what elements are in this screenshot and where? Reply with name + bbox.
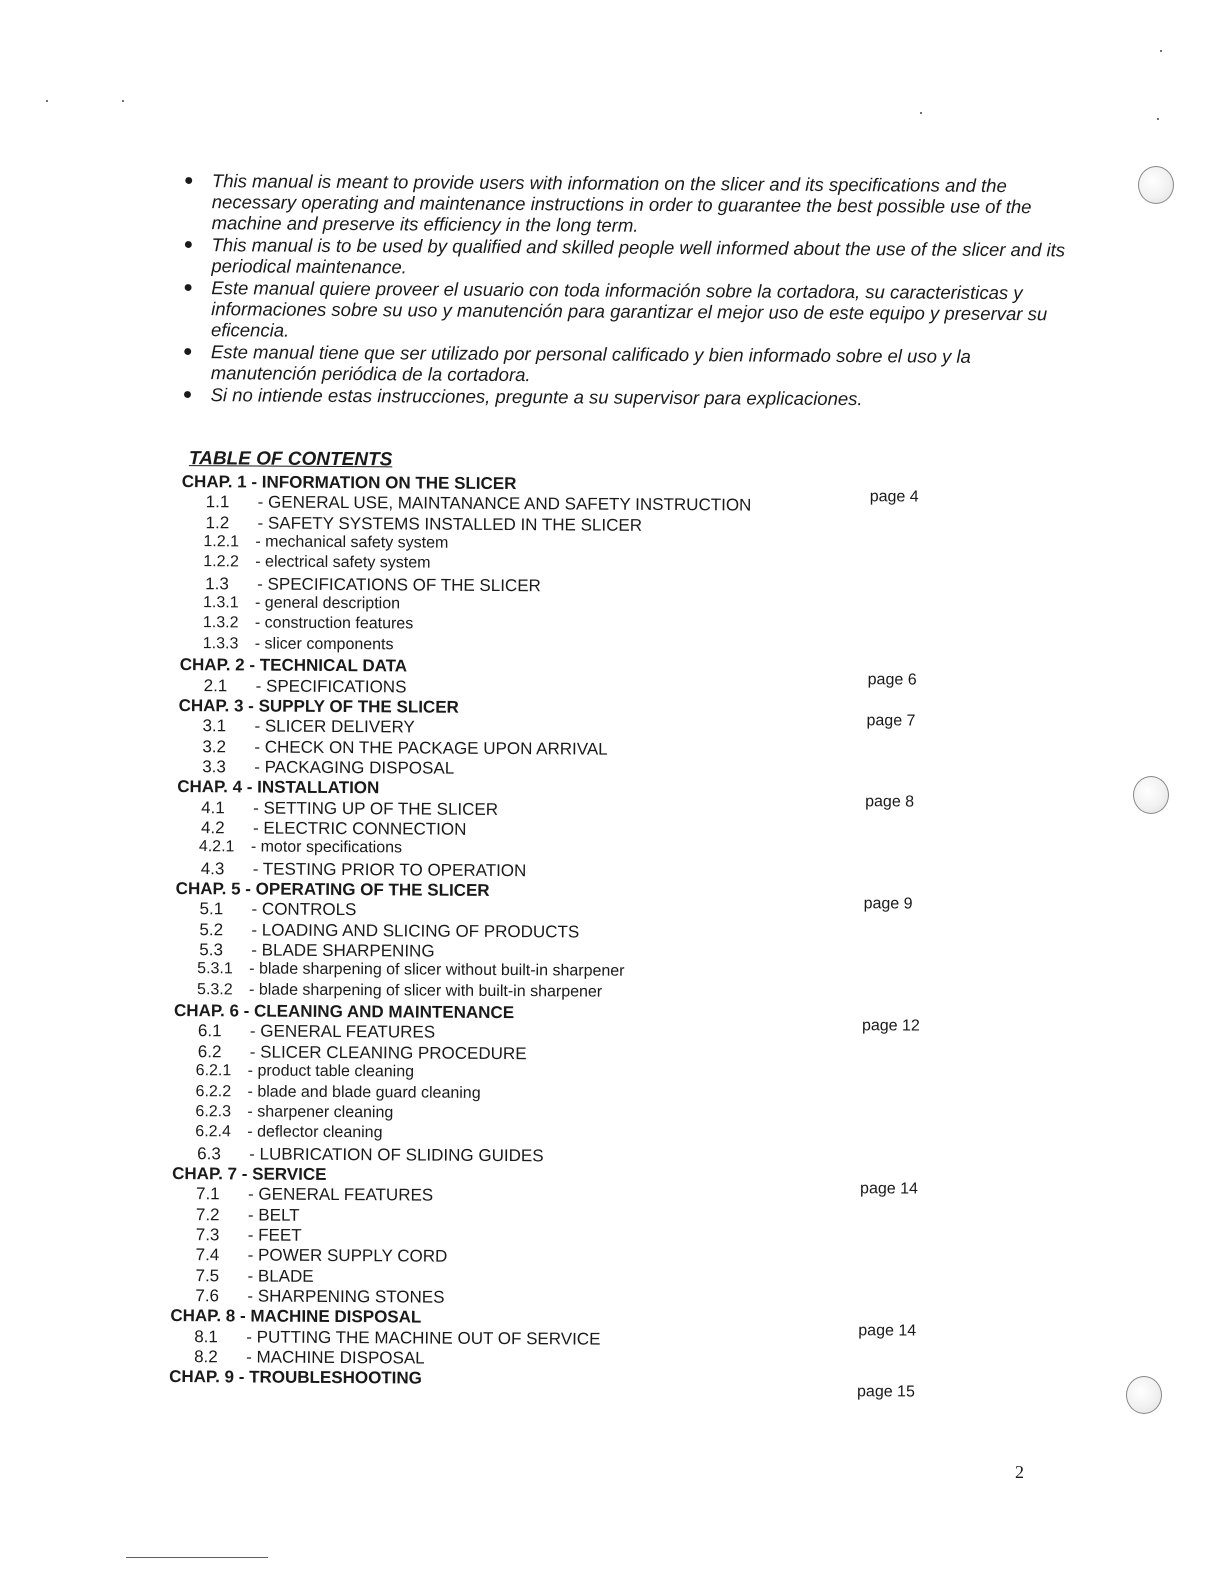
toc-item-text: - SAFETY SYSTEMS INSTALLED IN THE SLICER (257, 513, 643, 535)
toc-item-number: 5.1 (199, 899, 224, 919)
toc-item-number: 5.3.2 (197, 980, 233, 999)
toc-item (205, 513, 642, 536)
toc-item-number: 6.2.1 (195, 1062, 232, 1080)
toc-item (194, 1347, 425, 1368)
toc-item (195, 1103, 393, 1122)
intro-bullet (183, 234, 1073, 281)
toc-item-number: 5.2 (199, 919, 224, 939)
toc-item-number: 5.3 (199, 940, 224, 960)
toc-item (203, 635, 394, 654)
toc-chapter-title: CHAP. 9 - TROUBLESHOOTING (169, 1367, 423, 1388)
toc-item-number: 4.2.1 (198, 838, 235, 856)
toc-item-number: 6.3 (197, 1143, 221, 1163)
toc-item (196, 1205, 300, 1226)
intro-bullet-text: This manual is meant to provide users with information on the slicer and its specifications and the necessary operating and maintenance instructions in order to guarantee the best possible use of the machine and preserve its efficiency in the long term. (211, 170, 1032, 236)
toc-item-number: 4.3 (200, 858, 225, 878)
toc-title: TABLE OF CONTENTS (188, 448, 393, 471)
toc-item-text: - blade sharpening of slicer with built-in sharpener (249, 981, 603, 1001)
toc-chapter-page: page 7 (866, 712, 916, 730)
toc-item-number: 2.1 (203, 675, 228, 695)
toc-item-text: - BLADE SHARPENING (251, 940, 435, 961)
toc-item-text: - SHARPENING STONES (247, 1286, 445, 1307)
toc-item-text: - GENERAL FEATURES (249, 1021, 436, 1043)
toc-item-number: 7.2 (195, 1204, 220, 1224)
scan-speck (1157, 118, 1159, 120)
toc-item-text: - PUTTING THE MACHINE OUT OF SERVICE (246, 1327, 601, 1349)
toc-item-text: - slicer components (254, 635, 394, 654)
toc-item (195, 1266, 313, 1287)
intro-bullet (183, 384, 1073, 410)
bullet-icon: ● (183, 278, 194, 297)
toc-item (203, 554, 430, 573)
toc-chapter-title: CHAP. 1 - INFORMATION ON THE SLICER (181, 472, 517, 494)
toc-item-number: 7.5 (195, 1265, 220, 1285)
scan-speck (1160, 50, 1162, 52)
toc-item (194, 1327, 600, 1349)
toc-item-text: - BELT (247, 1205, 300, 1225)
page-number: 2 (1015, 1462, 1024, 1482)
intro-bullet-text: Este manual quiere proveer el usuario con toda información sobre la cortadora, su caracteristicas y informaciones sobre su uso y manutención para garantizar el mejor uso de este equipo y preservar su eficencia. (210, 277, 1048, 341)
toc-item-number: 7.6 (195, 1286, 220, 1306)
toc-item-number: 1.3.1 (203, 594, 239, 612)
toc-item-text: - SLICER CLEANING PROCEDURE (249, 1042, 527, 1063)
toc-item-number: 6.2 (197, 1041, 222, 1062)
toc-item (197, 961, 624, 982)
toc-item (205, 574, 541, 596)
toc-chapter-page: page 9 (863, 895, 913, 913)
toc-chapter-page: page 14 (860, 1180, 918, 1198)
intro-bullet-text: Si no intiende estas instrucciones, pregunte a su supervisor para explicaciones. (210, 384, 863, 410)
toc-item-number: 1.2.1 (203, 533, 240, 551)
toc-item (198, 1042, 527, 1064)
toc-item-number: 3.2 (202, 736, 227, 756)
toc-item-number: 7.4 (195, 1245, 220, 1265)
toc-item-text: - MACHINE DISPOSAL (246, 1347, 425, 1368)
footer-rule (126, 1557, 268, 1558)
toc-item (204, 676, 407, 697)
toc-item (196, 1083, 481, 1103)
toc-chapter-title: CHAP. 7 - SERVICE (172, 1163, 327, 1184)
toc-item-text: - BLADE (247, 1266, 314, 1286)
toc-item (201, 798, 498, 820)
intro-bullet-list (183, 170, 1074, 411)
toc-item (195, 1286, 444, 1308)
toc-item (199, 940, 434, 961)
toc-item-number: 4.2 (200, 818, 225, 838)
toc-item (201, 818, 467, 840)
punch-hole-top (1138, 166, 1174, 204)
bullet-icon: ● (183, 235, 194, 254)
intro-bullet-text: This manual is to be used by qualified and skilled people well informed about the use of the slicer and its periodical maintenance. (211, 234, 1066, 278)
toc-item-number: 1.1 (205, 492, 230, 512)
toc-chapter-title: CHAP. 3 - SUPPLY OF THE SLICER (178, 695, 459, 717)
toc-item-number: 7.1 (195, 1184, 220, 1204)
toc-item-text: - ELECTRIC CONNECTION (252, 818, 467, 839)
toc-item (198, 1022, 435, 1043)
toc-item-number: 1.3 (205, 573, 229, 594)
toc-item-text: - mechanical safety system (255, 533, 449, 552)
toc-chapter-page: page 12 (861, 1017, 920, 1035)
toc-item-text: - SPECIFICATIONS (255, 676, 407, 696)
toc-item-number: 4.1 (201, 797, 225, 817)
toc-chapter-title: CHAP. 8 - MACHINE DISPOSAL (170, 1306, 422, 1327)
bullet-icon: ● (182, 385, 193, 404)
toc-item-number: 3.1 (202, 716, 227, 736)
toc-item (201, 859, 527, 881)
toc-item-text: - SPECIFICATIONS OF THE SLICER (257, 574, 541, 595)
toc-item (197, 981, 602, 1001)
toc-item-text: - CONTROLS (251, 899, 357, 920)
toc-chapter-title: CHAP. 4 - INSTALLATION (177, 777, 380, 798)
toc-item-text: - electrical safety system (255, 553, 431, 572)
toc-item-number: 6.2.3 (195, 1102, 232, 1121)
scan-speck (122, 100, 124, 102)
toc-item-text: - SETTING UP OF THE SLICER (253, 798, 499, 819)
toc-item-text: - GENERAL FEATURES (247, 1184, 434, 1205)
toc-item (196, 1184, 433, 1205)
toc-item-number: 5.3.1 (197, 960, 233, 978)
toc-item-number: 1.3.2 (202, 614, 239, 632)
toc-chapter-title: CHAP. 5 - OPERATING OF THE SLICER (175, 879, 490, 900)
toc-item-text: - deflector cleaning (247, 1123, 383, 1142)
toc-item-text: - POWER SUPPLY CORD (247, 1245, 448, 1266)
scan-speck (46, 100, 48, 102)
toc-item (199, 920, 579, 942)
intro-bullet-text: Este manual tiene que ser utilizado por personal calificado y bien informado sobre el uso y la manutención periódica de la cortadora. (210, 341, 971, 386)
toc-item-text: - blade sharpening of slicer without built-in sharpener (249, 960, 625, 981)
toc-item-number: 7.3 (195, 1225, 220, 1245)
toc-item-text: - product table cleaning (247, 1062, 415, 1081)
toc-item (196, 1225, 302, 1246)
toc-item-number: 6.2.4 (195, 1123, 231, 1141)
toc-item-text: - TESTING PRIOR TO OPERATION (252, 859, 527, 880)
toc-item (203, 533, 448, 552)
toc-item-text: - FEET (247, 1225, 302, 1245)
toc-chapter-heading (169, 1367, 915, 1401)
toc-item-text: - general description (255, 594, 401, 613)
toc-item-text: - sharpener cleaning (247, 1103, 394, 1122)
punch-hole-middle (1133, 776, 1169, 814)
toc-item-number: 6.2.2 (195, 1082, 232, 1100)
toc-item-number: 6.1 (197, 1021, 222, 1041)
scan-speck (920, 112, 922, 114)
toc-item (195, 1123, 382, 1142)
toc-item (203, 594, 400, 613)
toc-chapter-page: page 15 (856, 1383, 915, 1401)
toc-item-text: - GENERAL USE, MAINTANANCE AND SAFETY INSTRUCTION (257, 492, 752, 515)
toc-item-number: 3.3 (202, 757, 226, 777)
toc-item-text: - LUBRICATION OF SLIDING GUIDES (249, 1144, 544, 1165)
intro-bullet (183, 277, 1073, 345)
toc-item-text: - CHECK ON THE PACKAGE UPON ARRIVAL (254, 737, 608, 759)
toc-chapter-page: page 6 (867, 671, 917, 689)
intro-bullet (183, 341, 1073, 388)
toc-item (202, 737, 607, 759)
toc-chapter-page: page 14 (858, 1322, 917, 1340)
bullet-icon: ● (183, 171, 194, 190)
toc-item-number: 1.2 (205, 512, 230, 533)
intro-bullet (184, 170, 1074, 238)
toc-item-text: - construction features (254, 614, 414, 633)
toc-item-number: 8.1 (194, 1326, 218, 1346)
toc-chapter-page: page 4 (869, 488, 919, 506)
toc-item-text: - motor specifications (250, 838, 403, 857)
toc-item-number: 8.2 (194, 1347, 218, 1367)
bullet-icon: ● (182, 342, 193, 361)
toc-item (203, 615, 413, 634)
toc-chapter-title: CHAP. 6 - CLEANING AND MAINTENANCE (174, 1001, 515, 1023)
toc-item (197, 1144, 544, 1166)
toc-item-number: 1.2.2 (203, 553, 239, 571)
toc-item (200, 900, 357, 921)
toc-item-text: - LOADING AND SLICING OF PRODUCTS (251, 920, 580, 942)
toc-chapter-page: page 8 (865, 793, 915, 811)
toc-item (199, 838, 402, 857)
toc-item (206, 493, 752, 516)
punch-hole-bottom (1126, 1376, 1162, 1414)
toc-chapter-title: CHAP. 2 - TECHNICAL DATA (179, 655, 408, 676)
toc-item (202, 757, 454, 779)
toc-item-text: - SLICER DELIVERY (254, 716, 415, 737)
toc-item-text: - PACKAGING DISPOSAL (254, 757, 455, 778)
toc-item (202, 716, 414, 737)
toc-item (196, 1245, 448, 1267)
toc-item-text: - blade and blade guard cleaning (247, 1082, 481, 1102)
toc-item-number: 1.3.3 (202, 634, 239, 653)
table-of-contents (169, 448, 934, 1401)
toc-item (196, 1062, 414, 1081)
